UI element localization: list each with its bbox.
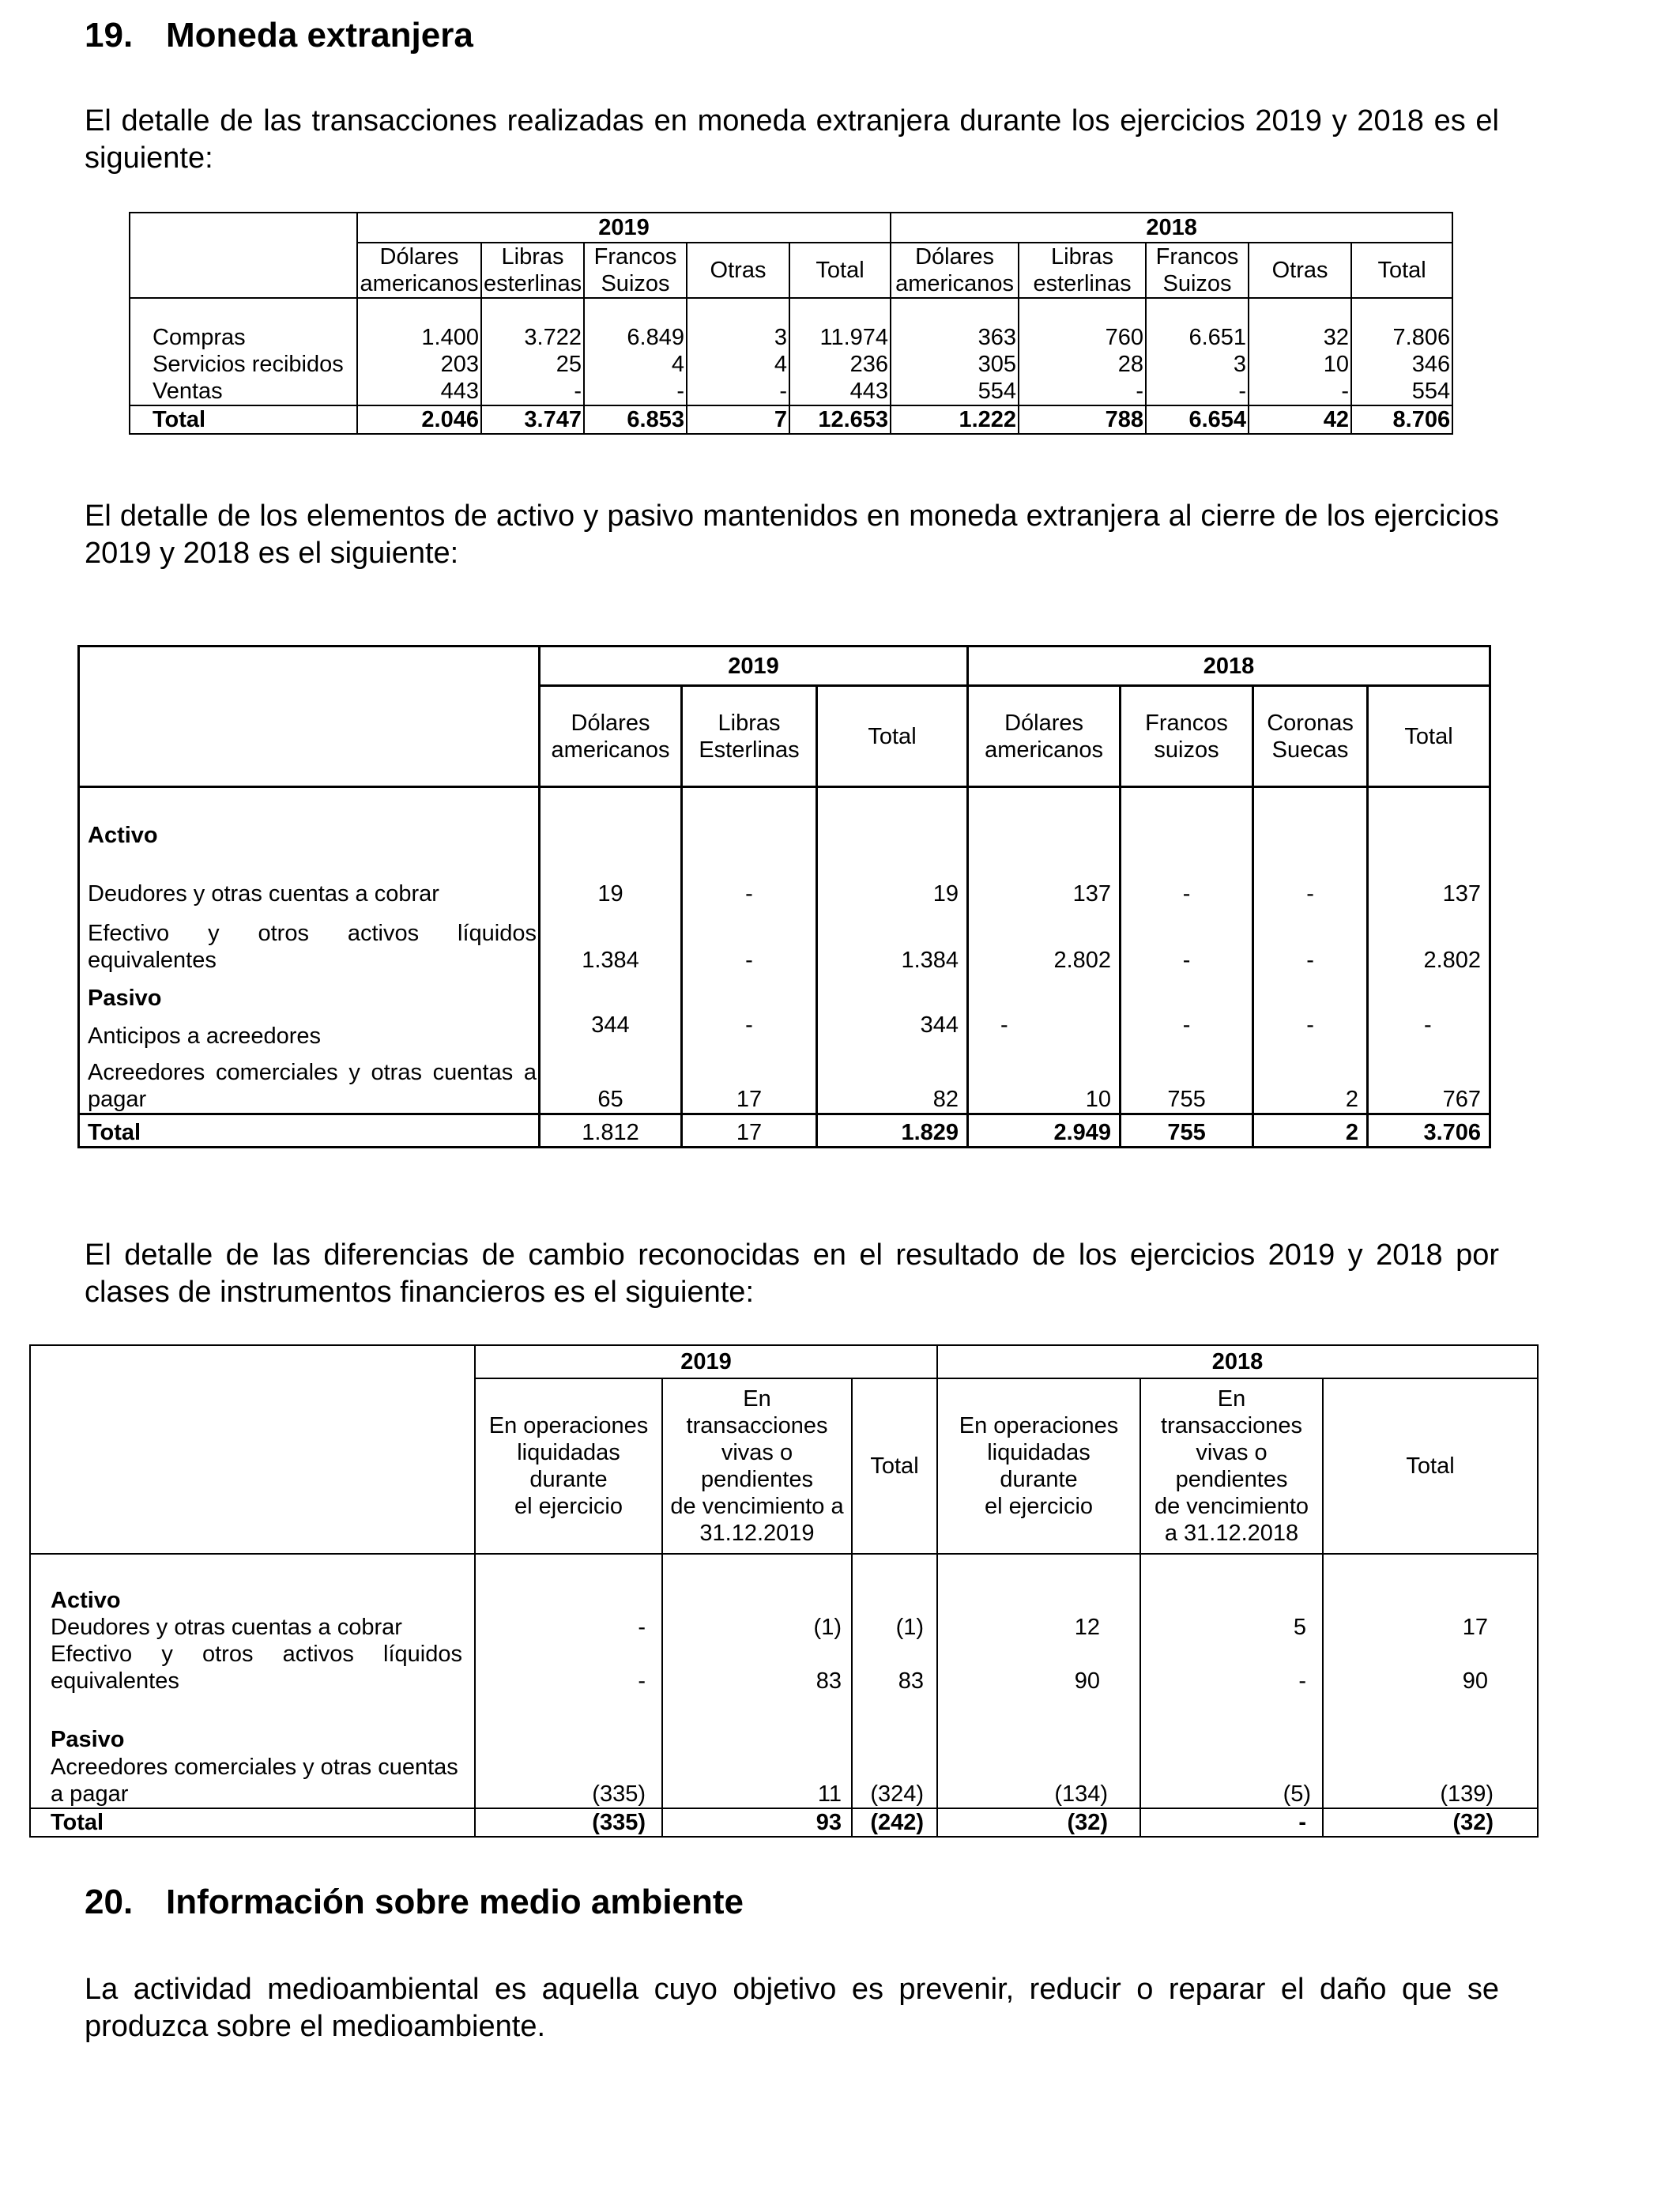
table3-cell: 83	[662, 1641, 852, 1695]
table2-cell: 2	[1253, 1050, 1368, 1114]
section-20-paragraph: La actividad medioambiental es aquella cuyo objetivo es prevenir, reducir o reparar el daño que se produzca sobre el medioambiente.	[85, 1973, 1499, 2043]
table3-col-header: Total	[852, 1378, 937, 1554]
table1-cell: 10	[1249, 351, 1351, 378]
table3-total-cell: (242)	[852, 1808, 937, 1837]
table2-cell: 755	[1121, 1050, 1253, 1114]
table2-cell: 17	[682, 1050, 817, 1114]
table2-total-cell: 1.829	[817, 1114, 968, 1148]
table2-cell: 344	[540, 1012, 682, 1050]
table2-cell: -	[1253, 849, 1368, 907]
table3-total-label: Total	[30, 1808, 475, 1837]
table1-cell: 1.400	[357, 298, 481, 351]
table1-total-cell: 12.653	[789, 405, 891, 434]
table3-total-cell: 93	[662, 1808, 852, 1837]
table1-row-label: Ventas	[130, 378, 357, 405]
table3-cell: (5)	[1140, 1753, 1323, 1808]
table2-cell: 82	[817, 1050, 968, 1114]
table2-cell: 137	[968, 849, 1121, 907]
table2-cell: -	[682, 1012, 817, 1050]
table3-col-header: En operaciones liquidadas durante el ejercicio	[937, 1378, 1140, 1554]
table1-cell: 25	[481, 351, 584, 378]
table1-total-cell: 6.853	[584, 405, 687, 434]
table1-cell: 32	[1249, 298, 1351, 351]
table3-row-label: Efectivo y otros activos líquidos equivalentes	[30, 1641, 475, 1695]
table3-cell: (134)	[937, 1753, 1140, 1808]
table1-year-2018: 2018	[891, 213, 1452, 243]
table2-total-cell: 1.812	[540, 1114, 682, 1148]
table1-corner	[130, 213, 357, 243]
table3-total-cell: -	[1140, 1808, 1323, 1837]
transactions-table	[129, 212, 1453, 435]
table2-total-cell: 3.706	[1368, 1114, 1490, 1148]
table1-cell: 6.651	[1146, 298, 1249, 351]
table1-cell: 554	[891, 378, 1019, 405]
table3-year-2018: 2018	[937, 1345, 1538, 1378]
table1-cell: -	[1146, 378, 1249, 405]
table1-cell: 28	[1019, 351, 1146, 378]
assets-liabilities-table	[77, 645, 1491, 1148]
table1-col-header: Total	[789, 243, 891, 298]
table2-col-header: Libras Esterlinas	[682, 686, 817, 787]
table1-total-label: Total	[130, 405, 357, 434]
table1-col-header: Otras	[687, 243, 789, 298]
table2-pasivo-label: Pasivo	[79, 974, 540, 1012]
table3-pasivo-label: Pasivo	[30, 1695, 475, 1753]
table3-cell: (1)	[662, 1614, 852, 1641]
table3-cell: 5	[1140, 1614, 1323, 1641]
table1-cell: -	[687, 378, 789, 405]
table3-cell: 12	[937, 1614, 1140, 1641]
table1-cell: 11.974	[789, 298, 891, 351]
table1-cell: 4	[584, 351, 687, 378]
table1-cell: 7.806	[1351, 298, 1452, 351]
intro-paragraph-2: El detalle de los elementos de activo y pasivo mantenidos en moneda extranjera al cierre de los ejercicios 2019 y 2018 es el siguiente:	[85, 499, 1499, 570]
section-20-heading	[85, 1883, 744, 1922]
table1-total-cell: 788	[1019, 405, 1146, 434]
table1-cell: -	[1249, 378, 1351, 405]
table1-total-cell: 7	[687, 405, 789, 434]
table2-total-cell: 2	[1253, 1114, 1368, 1148]
section-19-title: Moneda extranjera	[166, 16, 473, 55]
table3-col-header: En operaciones liquidadas durante el ejercicio	[475, 1378, 662, 1554]
table1-col-header: Total	[1351, 243, 1452, 298]
table1-col-header: Dólares americanos	[891, 243, 1019, 298]
table2-cell: 1.384	[817, 907, 968, 974]
table3-cell: (335)	[475, 1753, 662, 1808]
intro-paragraph-1: El detalle de las transacciones realizadas en moneda extranjera durante los ejercicios 2019 y 2018 es el siguiente:	[85, 104, 1499, 175]
table3-cell: (1)	[852, 1614, 937, 1641]
table1-cell: 760	[1019, 298, 1146, 351]
table3-activo-label: Activo	[30, 1554, 475, 1614]
table2-cell: -	[1368, 1012, 1490, 1050]
table1-cell: 554	[1351, 378, 1452, 405]
table2-cell: 10	[968, 1050, 1121, 1114]
table1-row-label: Servicios recibidos	[130, 351, 357, 378]
table1-cell: 236	[789, 351, 891, 378]
table2-col-header: Total	[817, 686, 968, 787]
table2-col-header: Coronas Suecas	[1253, 686, 1368, 787]
table3-col-header: En transacciones vivas o pendientes de vencimiento a 31.12.2018	[1140, 1378, 1323, 1554]
table2-cell: 2.802	[1368, 907, 1490, 974]
table1-cell: -	[1019, 378, 1146, 405]
table2-cell: 2.802	[968, 907, 1121, 974]
table2-total-cell: 755	[1121, 1114, 1253, 1148]
table2-cell: 19	[817, 849, 968, 907]
table3-col-header: En transacciones vivas o pendientes de vencimiento a 31.12.2019	[662, 1378, 852, 1554]
table1-cell: 3	[1146, 351, 1249, 378]
table2-cell: -	[682, 907, 817, 974]
table1-cell: 305	[891, 351, 1019, 378]
section-20-number: 20.	[85, 1883, 134, 1921]
section-19-number: 19.	[85, 16, 134, 55]
table2-cell: -	[968, 1012, 1121, 1050]
table2-cell: 65	[540, 1050, 682, 1114]
table2-row-label: Deudores y otras cuentas a cobrar	[79, 849, 540, 907]
table1-cell: 363	[891, 298, 1019, 351]
table1-cell: 4	[687, 351, 789, 378]
table3-cell: (324)	[852, 1753, 937, 1808]
table2-cell: 344	[817, 1012, 968, 1050]
table3-total-cell: (32)	[937, 1808, 1140, 1837]
table3-corner	[30, 1345, 475, 1378]
table2-cell: 137	[1368, 849, 1490, 907]
table1-cell: 3	[687, 298, 789, 351]
table2-row-label: Efectivo y otros activos líquidos equivalentes	[79, 907, 540, 974]
table2-cell: -	[1253, 1012, 1368, 1050]
table2-total-cell: 2.949	[968, 1114, 1121, 1148]
table3-cell: 83	[852, 1641, 937, 1695]
table1-cell: -	[584, 378, 687, 405]
table2-col-header: Total	[1368, 686, 1490, 787]
table1-row-label: Compras	[130, 298, 357, 351]
table2-col-header: Dólares americanos	[968, 686, 1121, 787]
table2-cell: -	[1121, 849, 1253, 907]
table1-cell: 6.849	[584, 298, 687, 351]
table1-col-header: Dólares americanos	[357, 243, 481, 298]
table3-cell: 17	[1323, 1614, 1538, 1641]
table1-cell: 443	[789, 378, 891, 405]
table1-total-cell: 1.222	[891, 405, 1019, 434]
table1-col-header: Francos Suizos	[584, 243, 687, 298]
table1-col-header: Libras esterlinas	[481, 243, 584, 298]
table2-row-label: Anticipos a acreedores	[79, 1012, 540, 1050]
table2-corner	[79, 647, 540, 686]
section-20-title: Información sobre medio ambiente	[166, 1883, 744, 1921]
table2-cell: -	[682, 849, 817, 907]
table2-total-label: Total	[79, 1114, 540, 1148]
table2-year-2018: 2018	[968, 647, 1490, 686]
table1-col-header: Libras esterlinas	[1019, 243, 1146, 298]
table1-cell: 203	[357, 351, 481, 378]
table1-total-cell: 3.747	[481, 405, 584, 434]
table3-cell: -	[475, 1614, 662, 1641]
table2-cell: -	[1121, 907, 1253, 974]
table3-col-header: Total	[1323, 1378, 1538, 1554]
table2-col-header: Francos suizos	[1121, 686, 1253, 787]
table3-cell: 11	[662, 1753, 852, 1808]
section-19-heading	[85, 16, 473, 55]
table3-cell: 90	[937, 1641, 1140, 1695]
table3-row-label: Deudores y otras cuentas a cobrar	[30, 1614, 475, 1641]
table3-cell: 90	[1323, 1641, 1538, 1695]
table2-total-cell: 17	[682, 1114, 817, 1148]
table2-cell: 1.384	[540, 907, 682, 974]
table1-col-header: Otras	[1249, 243, 1351, 298]
table2-cell: -	[1121, 1012, 1253, 1050]
exchange-differences-table	[29, 1344, 1539, 1838]
table3-cell: (139)	[1323, 1753, 1538, 1808]
table1-cell: 3.722	[481, 298, 584, 351]
table1-total-cell: 6.654	[1146, 405, 1249, 434]
table1-total-cell: 42	[1249, 405, 1351, 434]
intro-paragraph-3: El detalle de las diferencias de cambio reconocidas en el resultado de los ejercicios 2019 y 2018 por clases de instrumentos financieros es el siguiente:	[85, 1238, 1499, 1309]
table2-cell: 767	[1368, 1050, 1490, 1114]
table3-cell: -	[475, 1641, 662, 1695]
table2-cell: -	[1253, 907, 1368, 974]
table1-cell: 346	[1351, 351, 1452, 378]
table2-year-2019: 2019	[540, 647, 968, 686]
table2-col-header: Dólares americanos	[540, 686, 682, 787]
table1-cell: -	[481, 378, 584, 405]
table1-total-cell: 8.706	[1351, 405, 1452, 434]
table3-year-2019: 2019	[475, 1345, 937, 1378]
table3-cell: -	[1140, 1641, 1323, 1695]
table3-total-cell: (335)	[475, 1808, 662, 1837]
table1-cell: 443	[357, 378, 481, 405]
table1-total-cell: 2.046	[357, 405, 481, 434]
table2-cell: 19	[540, 849, 682, 907]
table2-activo-label: Activo	[79, 787, 540, 849]
table1-col-header: Francos Suizos	[1146, 243, 1249, 298]
table1-year-2019: 2019	[357, 213, 891, 243]
table2-row-label: Acreedores comerciales y otras cuentas a pagar	[79, 1050, 540, 1114]
table3-total-cell: (32)	[1323, 1808, 1538, 1837]
table3-row-label: Acreedores comerciales y otras cuentas a pagar	[30, 1753, 475, 1808]
